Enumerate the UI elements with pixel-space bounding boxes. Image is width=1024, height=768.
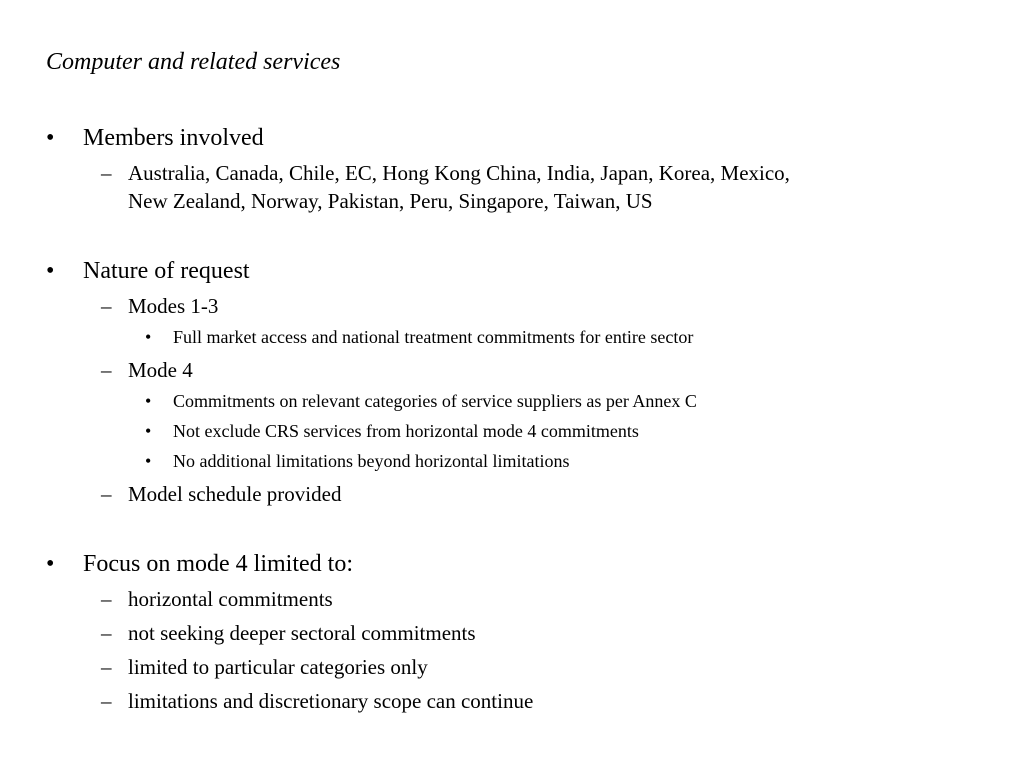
dash-icon: – bbox=[101, 689, 112, 713]
dash-icon: – bbox=[101, 587, 112, 611]
members-list-line-2: New Zealand, Norway, Pakistan, Peru, Singapore, Taiwan, US bbox=[128, 189, 653, 213]
members-list-line-1: Australia, Canada, Chile, EC, Hong Kong China, India, Japan, Korea, Mexico, bbox=[128, 161, 790, 185]
section-heading-members: Members involved bbox=[83, 125, 264, 151]
dash-icon: – bbox=[101, 358, 112, 382]
sub-bullet-icon: • bbox=[145, 327, 152, 347]
bullet-icon: • bbox=[46, 258, 55, 284]
sub-bullet-icon: • bbox=[145, 421, 152, 441]
dash-icon: – bbox=[101, 161, 112, 185]
section-heading-focus: Focus on mode 4 limited to: bbox=[83, 551, 353, 577]
bullet-icon: • bbox=[46, 551, 55, 577]
dash-icon: – bbox=[101, 294, 112, 318]
subitem-commitments-annex-c: Commitments on relevant categories of service suppliers as per Annex C bbox=[173, 391, 697, 411]
subitem-no-additional-limitations: No additional limitations beyond horizontal limitations bbox=[173, 451, 570, 471]
item-horizontal-commitments: horizontal commitments bbox=[128, 587, 333, 611]
slide-title: Computer and related services bbox=[46, 49, 341, 75]
section-heading-nature: Nature of request bbox=[83, 258, 250, 284]
subitem-not-exclude-crs: Not exclude CRS services from horizontal mode 4 commitments bbox=[173, 421, 639, 441]
dash-icon: – bbox=[101, 621, 112, 645]
item-not-seeking-deeper: not seeking deeper sectoral commitments bbox=[128, 621, 476, 645]
item-particular-categories: limited to particular categories only bbox=[128, 655, 428, 679]
item-modes-1-3: Modes 1-3 bbox=[128, 294, 219, 318]
subitem-full-market-access: Full market access and national treatment commitments for entire sector bbox=[173, 327, 694, 347]
sub-bullet-icon: • bbox=[145, 451, 152, 471]
sub-bullet-icon: • bbox=[145, 391, 152, 411]
dash-icon: – bbox=[101, 482, 112, 506]
bullet-icon: • bbox=[46, 125, 55, 151]
item-model-schedule: Model schedule provided bbox=[128, 482, 342, 506]
item-mode-4: Mode 4 bbox=[128, 358, 193, 382]
item-limitations-discretionary: limitations and discretionary scope can continue bbox=[128, 689, 534, 713]
dash-icon: – bbox=[101, 655, 112, 679]
